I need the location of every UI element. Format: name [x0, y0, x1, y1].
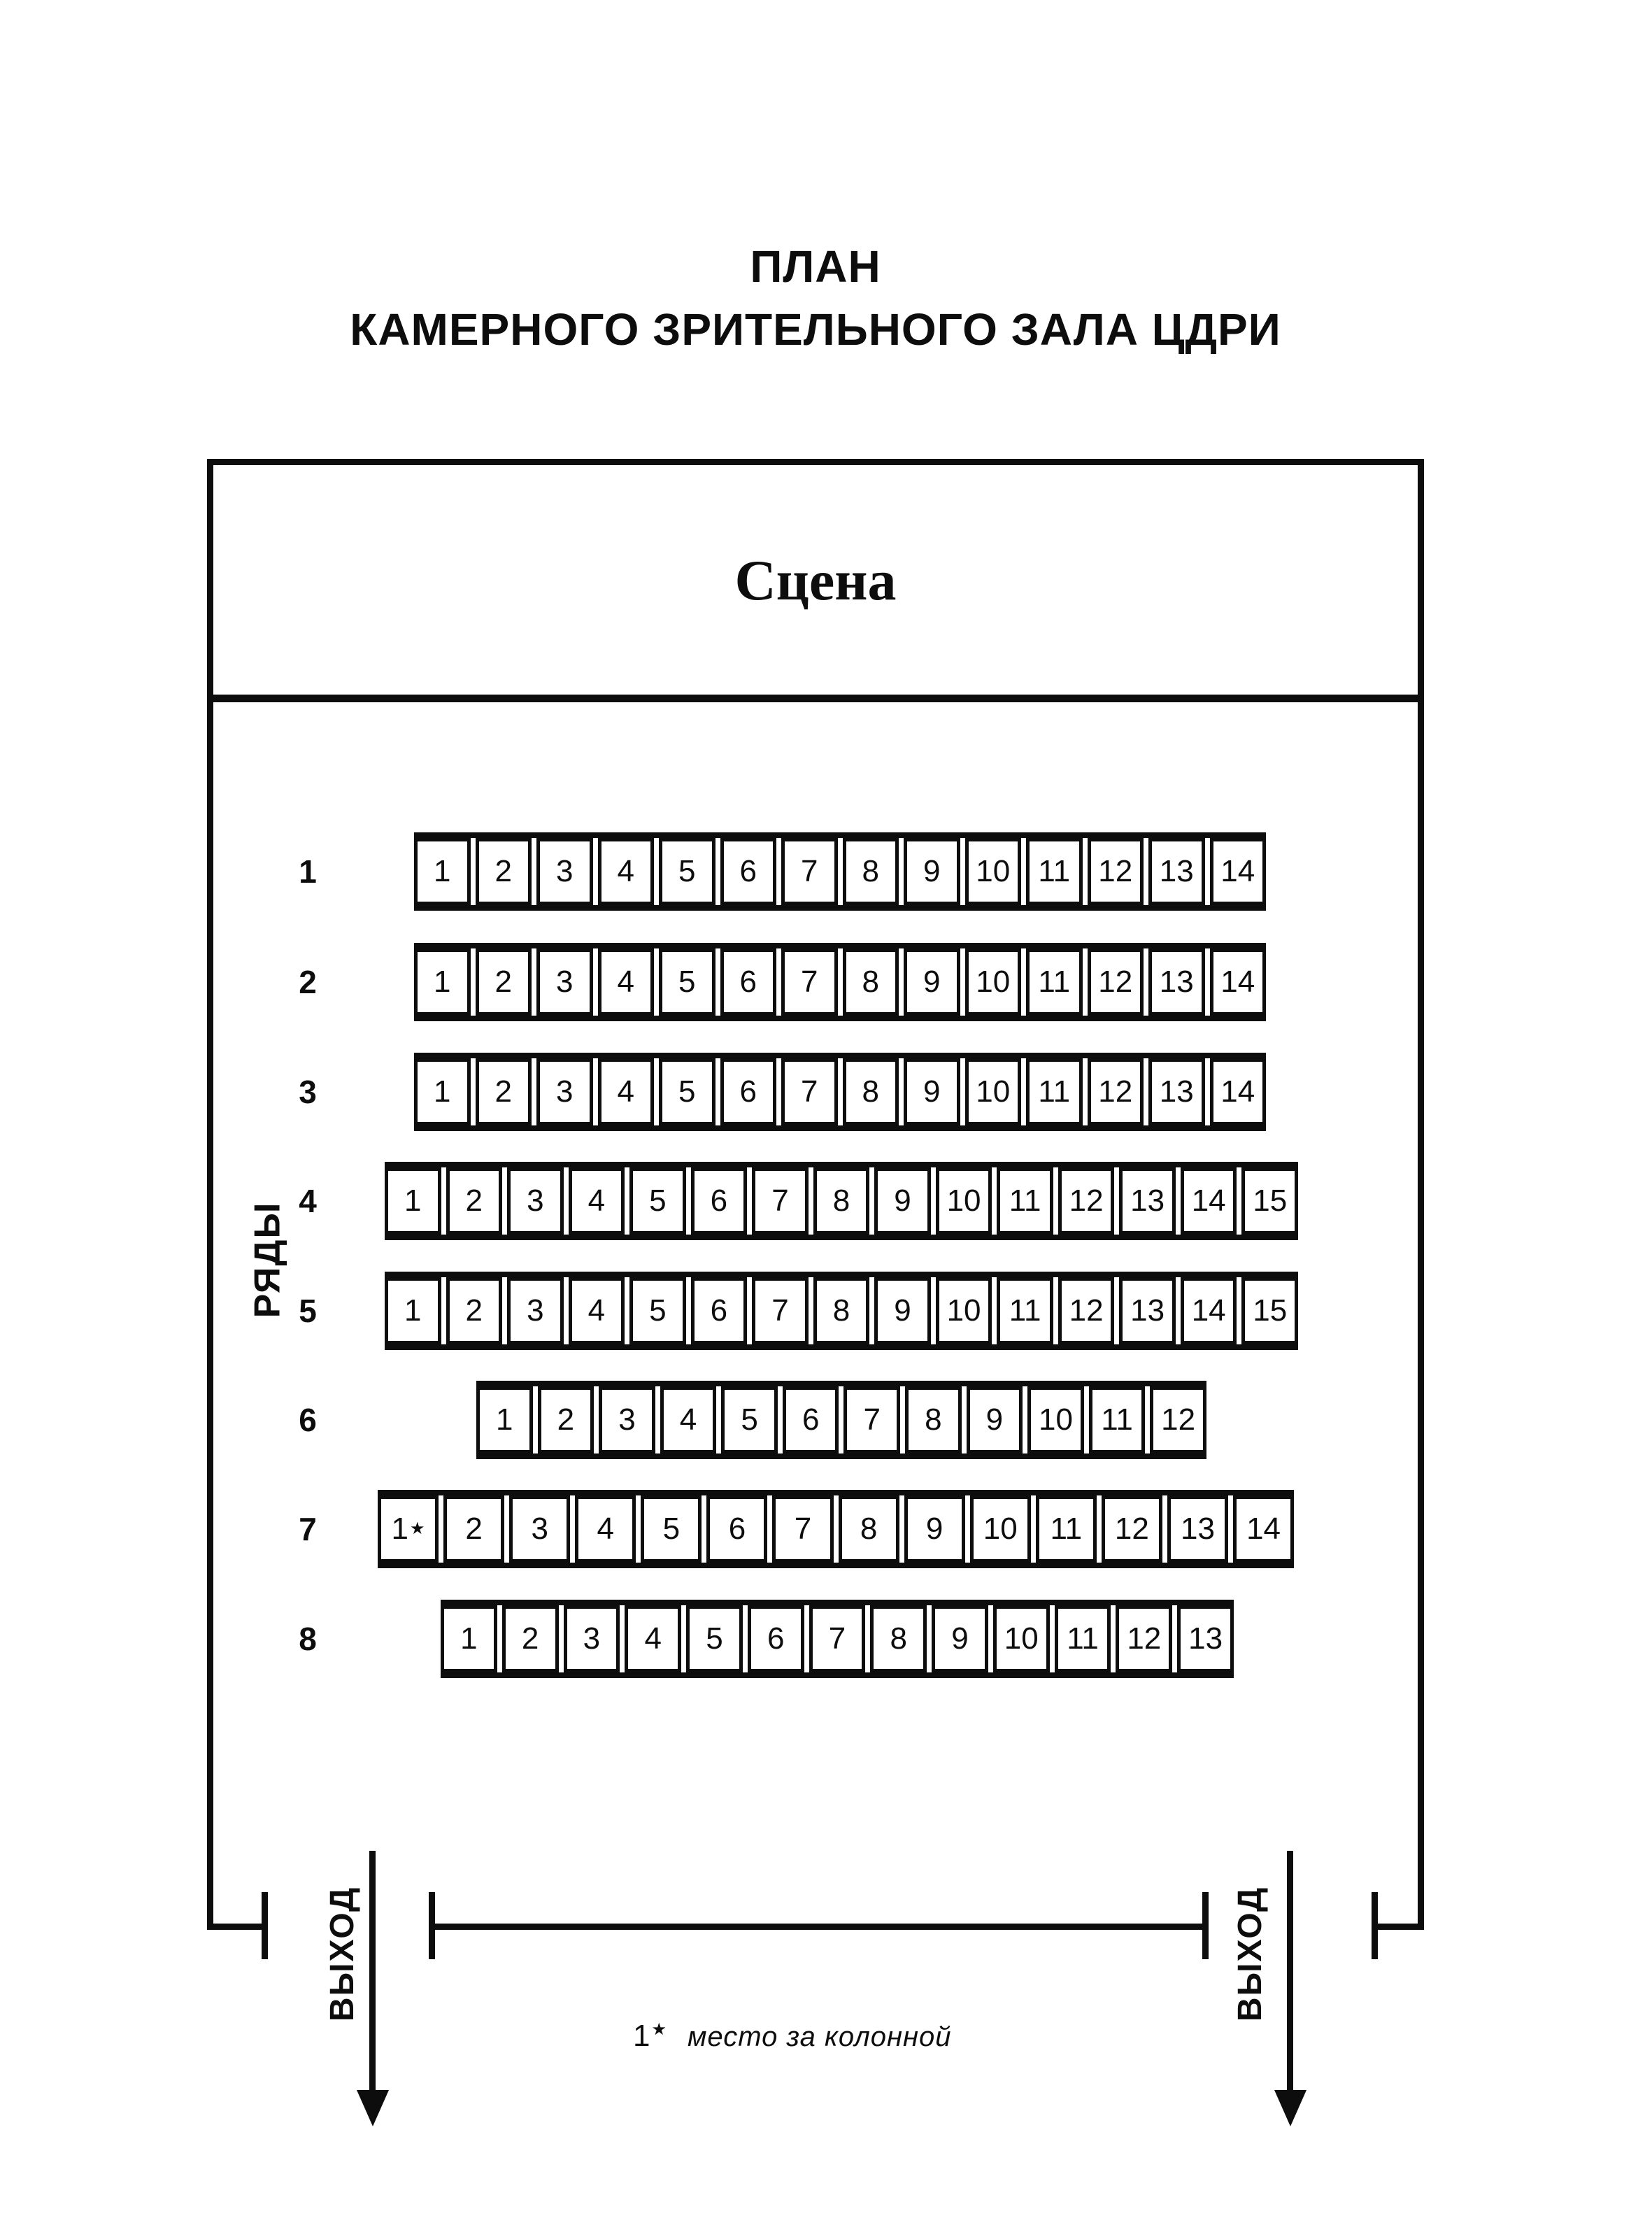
seat-3-4[interactable]: 4 — [598, 1058, 655, 1125]
left-exit-door-jamb-right — [429, 1892, 435, 1959]
seat-1-9[interactable]: 9 — [904, 838, 960, 905]
seat-5-10[interactable]: 10 — [936, 1277, 992, 1344]
seat-row-8 — [441, 1600, 1234, 1678]
row-label-1: 1 — [299, 853, 317, 890]
right-exit-door-jamb-right — [1372, 1892, 1378, 1959]
row-label-5: 5 — [299, 1293, 317, 1329]
seat-row-4 — [385, 1162, 1298, 1240]
row-label-6: 6 — [299, 1402, 317, 1438]
seat-8-3[interactable]: 3 — [564, 1605, 620, 1672]
footnote-text: место за колонной — [688, 2021, 952, 2052]
seat-7-5[interactable]: 5 — [641, 1495, 702, 1563]
seat-2-9[interactable]: 9 — [904, 948, 960, 1016]
seat-5-4[interactable]: 4 — [569, 1277, 625, 1344]
seat-6-4[interactable]: 4 — [660, 1386, 717, 1453]
seat-row-5 — [385, 1272, 1298, 1350]
seat-4-1[interactable]: 1 — [385, 1167, 441, 1235]
seat-8-2[interactable]: 2 — [502, 1605, 559, 1672]
seat-7-2[interactable]: 2 — [443, 1495, 504, 1563]
seat-8-6[interactable]: 6 — [748, 1605, 804, 1672]
seat-1-6[interactable]: 6 — [720, 838, 777, 905]
left-exit-arrow-down-icon — [357, 2090, 389, 2126]
seat-1-3[interactable]: 3 — [536, 838, 593, 905]
seat-6-5[interactable]: 5 — [721, 1386, 778, 1453]
seat-2-1[interactable]: 1 — [414, 948, 471, 1016]
stage — [207, 459, 1424, 702]
right-exit-arrow-line — [1287, 1851, 1293, 2093]
seat-5-3[interactable]: 3 — [507, 1277, 564, 1344]
left-exit-label: ВЫХОД — [324, 1886, 362, 2021]
seat-6-7[interactable]: 7 — [843, 1386, 900, 1453]
seat-3-5[interactable]: 5 — [659, 1058, 715, 1125]
seat-1-5[interactable]: 5 — [659, 838, 715, 905]
seat-2-3[interactable]: 3 — [536, 948, 593, 1016]
left-exit — [309, 1845, 376, 2062]
seat-4-5[interactable]: 5 — [629, 1167, 686, 1235]
seat-3-7[interactable]: 7 — [781, 1058, 838, 1125]
row-label-4: 4 — [299, 1183, 317, 1219]
seat-4-9[interactable]: 9 — [874, 1167, 931, 1235]
seat-6-11[interactable]: 11 — [1089, 1386, 1146, 1453]
seat-5-2[interactable]: 2 — [446, 1277, 503, 1344]
seat-2-4[interactable]: 4 — [598, 948, 655, 1016]
seat-7-11[interactable]: 11 — [1036, 1495, 1097, 1563]
seat-3-1[interactable]: 1 — [414, 1058, 471, 1125]
page-title-line1: ПЛАН — [750, 241, 881, 292]
seat-1-11[interactable]: 11 — [1026, 838, 1083, 905]
hall-wall-bottom-left-segment — [207, 1924, 266, 1930]
seat-row-1 — [414, 832, 1266, 911]
seat-2-10[interactable]: 10 — [965, 948, 1022, 1016]
seat-8-8[interactable]: 8 — [870, 1605, 927, 1672]
seat-1-2[interactable]: 2 — [476, 838, 532, 905]
seat-4-14[interactable]: 14 — [1181, 1167, 1237, 1235]
seat-5-8[interactable]: 8 — [813, 1277, 870, 1344]
seat-5-13[interactable]: 13 — [1119, 1277, 1176, 1344]
seat-6-3[interactable]: 3 — [599, 1386, 655, 1453]
seat-4-3[interactable]: 3 — [507, 1167, 564, 1235]
seat-3-11[interactable]: 11 — [1026, 1058, 1083, 1125]
seat-7-6[interactable]: 6 — [706, 1495, 767, 1563]
seat-3-2[interactable]: 2 — [476, 1058, 532, 1125]
column-seat-star-icon: ★ — [651, 2020, 667, 2039]
seat-row-6 — [476, 1381, 1206, 1459]
right-exit-door-jamb-left — [1202, 1892, 1209, 1959]
seat-2-12[interactable]: 12 — [1088, 948, 1144, 1016]
seat-2-6[interactable]: 6 — [720, 948, 777, 1016]
seat-row-7 — [378, 1490, 1294, 1568]
seat-6-8[interactable]: 8 — [905, 1386, 962, 1453]
seat-2-14[interactable]: 14 — [1210, 948, 1267, 1016]
seat-4-13[interactable]: 13 — [1119, 1167, 1176, 1235]
seat-7-7[interactable]: 7 — [772, 1495, 833, 1563]
seat-8-13[interactable]: 13 — [1177, 1605, 1234, 1672]
seat-4-4[interactable]: 4 — [569, 1167, 625, 1235]
seat-3-10[interactable]: 10 — [965, 1058, 1022, 1125]
seat-5-7[interactable]: 7 — [752, 1277, 809, 1344]
seat-3-14[interactable]: 14 — [1210, 1058, 1267, 1125]
seat-5-9[interactable]: 9 — [874, 1277, 931, 1344]
seat-1-8[interactable]: 8 — [843, 838, 899, 905]
stage-label: Сцена — [734, 548, 897, 612]
page-title — [207, 235, 1424, 361]
seat-1-7[interactable]: 7 — [781, 838, 838, 905]
seat-5-6[interactable]: 6 — [691, 1277, 748, 1344]
seat-1-4[interactable]: 4 — [598, 838, 655, 905]
seat-2-7[interactable]: 7 — [781, 948, 838, 1016]
seat-2-11[interactable]: 11 — [1026, 948, 1083, 1016]
seat-7-8[interactable]: 8 — [839, 1495, 899, 1563]
seat-7-1-star[interactable]: 1 ★ — [378, 1495, 439, 1563]
row-label-2: 2 — [299, 964, 317, 1000]
row-label-8: 8 — [299, 1621, 317, 1657]
seat-7-9[interactable]: 9 — [904, 1495, 965, 1563]
seat-7-4[interactable]: 4 — [575, 1495, 636, 1563]
seat-6-9[interactable]: 9 — [967, 1386, 1023, 1453]
right-exit — [1217, 1845, 1284, 2062]
page-title-line2: КАМЕРНОГО ЗРИТЕЛЬНОГО ЗАЛА ЦДРИ — [350, 304, 1281, 355]
rows-axis-label: РЯДЫ — [247, 1201, 287, 1318]
seat-8-5[interactable]: 5 — [686, 1605, 743, 1672]
seat-5-5[interactable]: 5 — [629, 1277, 686, 1344]
seat-2-13[interactable]: 13 — [1148, 948, 1205, 1016]
seat-4-8[interactable]: 8 — [813, 1167, 870, 1235]
row-label-7: 7 — [299, 1511, 317, 1547]
seat-row-2 — [414, 943, 1266, 1021]
seat-4-6[interactable]: 6 — [691, 1167, 748, 1235]
seat-3-9[interactable]: 9 — [904, 1058, 960, 1125]
seat-4-11[interactable]: 11 — [997, 1167, 1053, 1235]
seat-1-12[interactable]: 12 — [1088, 838, 1144, 905]
seat-6-1[interactable]: 1 — [476, 1386, 533, 1453]
seat-4-12[interactable]: 12 — [1058, 1167, 1115, 1235]
seat-row-3 — [414, 1053, 1266, 1131]
seat-8-7[interactable]: 7 — [809, 1605, 866, 1672]
right-exit-label: ВЫХОД — [1232, 1886, 1269, 2021]
seat-3-13[interactable]: 13 — [1148, 1058, 1205, 1125]
seat-5-12[interactable]: 12 — [1058, 1277, 1115, 1344]
seat-8-4[interactable]: 4 — [625, 1605, 681, 1672]
seat-7-13[interactable]: 13 — [1167, 1495, 1228, 1563]
seat-4-10[interactable]: 10 — [936, 1167, 992, 1235]
footnote — [633, 2019, 952, 2054]
row-label-3: 3 — [299, 1074, 317, 1110]
seat-5-11[interactable]: 11 — [997, 1277, 1053, 1344]
seat-7-12[interactable]: 12 — [1102, 1495, 1162, 1563]
hall-wall-bottom-middle-segment — [429, 1924, 1209, 1930]
seat-8-10[interactable]: 10 — [993, 1605, 1050, 1672]
right-exit-arrow-down-icon — [1274, 2090, 1306, 2126]
seat-5-15[interactable]: 15 — [1241, 1277, 1298, 1344]
seat-5-1[interactable]: 1 — [385, 1277, 441, 1344]
seat-1-14[interactable]: 14 — [1210, 838, 1267, 905]
seat-6-12[interactable]: 12 — [1150, 1386, 1206, 1453]
left-exit-arrow-line — [369, 1851, 376, 2093]
seat-2-8[interactable]: 8 — [843, 948, 899, 1016]
seat-7-3[interactable]: 3 — [509, 1495, 570, 1563]
seat-8-9[interactable]: 9 — [932, 1605, 988, 1672]
left-exit-door-jamb-left — [262, 1892, 268, 1959]
seat-6-2[interactable]: 2 — [538, 1386, 594, 1453]
seat-6-10[interactable]: 10 — [1027, 1386, 1084, 1453]
seat-5-14[interactable]: 14 — [1181, 1277, 1237, 1344]
hall-wall-bottom-right-segment — [1375, 1924, 1424, 1930]
seat-1-13[interactable]: 13 — [1148, 838, 1205, 905]
seat-4-15[interactable]: 15 — [1241, 1167, 1298, 1235]
seat-4-7[interactable]: 7 — [752, 1167, 809, 1235]
seat-7-14[interactable]: 14 — [1233, 1495, 1294, 1563]
seat-3-8[interactable]: 8 — [843, 1058, 899, 1125]
seat-8-1[interactable]: 1 — [441, 1605, 497, 1672]
footnote-marker: 1★ — [633, 2019, 667, 2053]
seat-3-6[interactable]: 6 — [720, 1058, 777, 1125]
seat-2-2[interactable]: 2 — [476, 948, 532, 1016]
seat-8-12[interactable]: 12 — [1116, 1605, 1172, 1672]
seat-8-11[interactable]: 11 — [1055, 1605, 1111, 1672]
seat-3-12[interactable]: 12 — [1088, 1058, 1144, 1125]
seat-1-1[interactable]: 1 — [414, 838, 471, 905]
seat-3-3[interactable]: 3 — [536, 1058, 593, 1125]
seat-1-10[interactable]: 10 — [965, 838, 1022, 905]
seat-6-6[interactable]: 6 — [783, 1386, 839, 1453]
seat-4-2[interactable]: 2 — [446, 1167, 503, 1235]
seat-2-5[interactable]: 5 — [659, 948, 715, 1016]
seat-7-10[interactable]: 10 — [970, 1495, 1031, 1563]
